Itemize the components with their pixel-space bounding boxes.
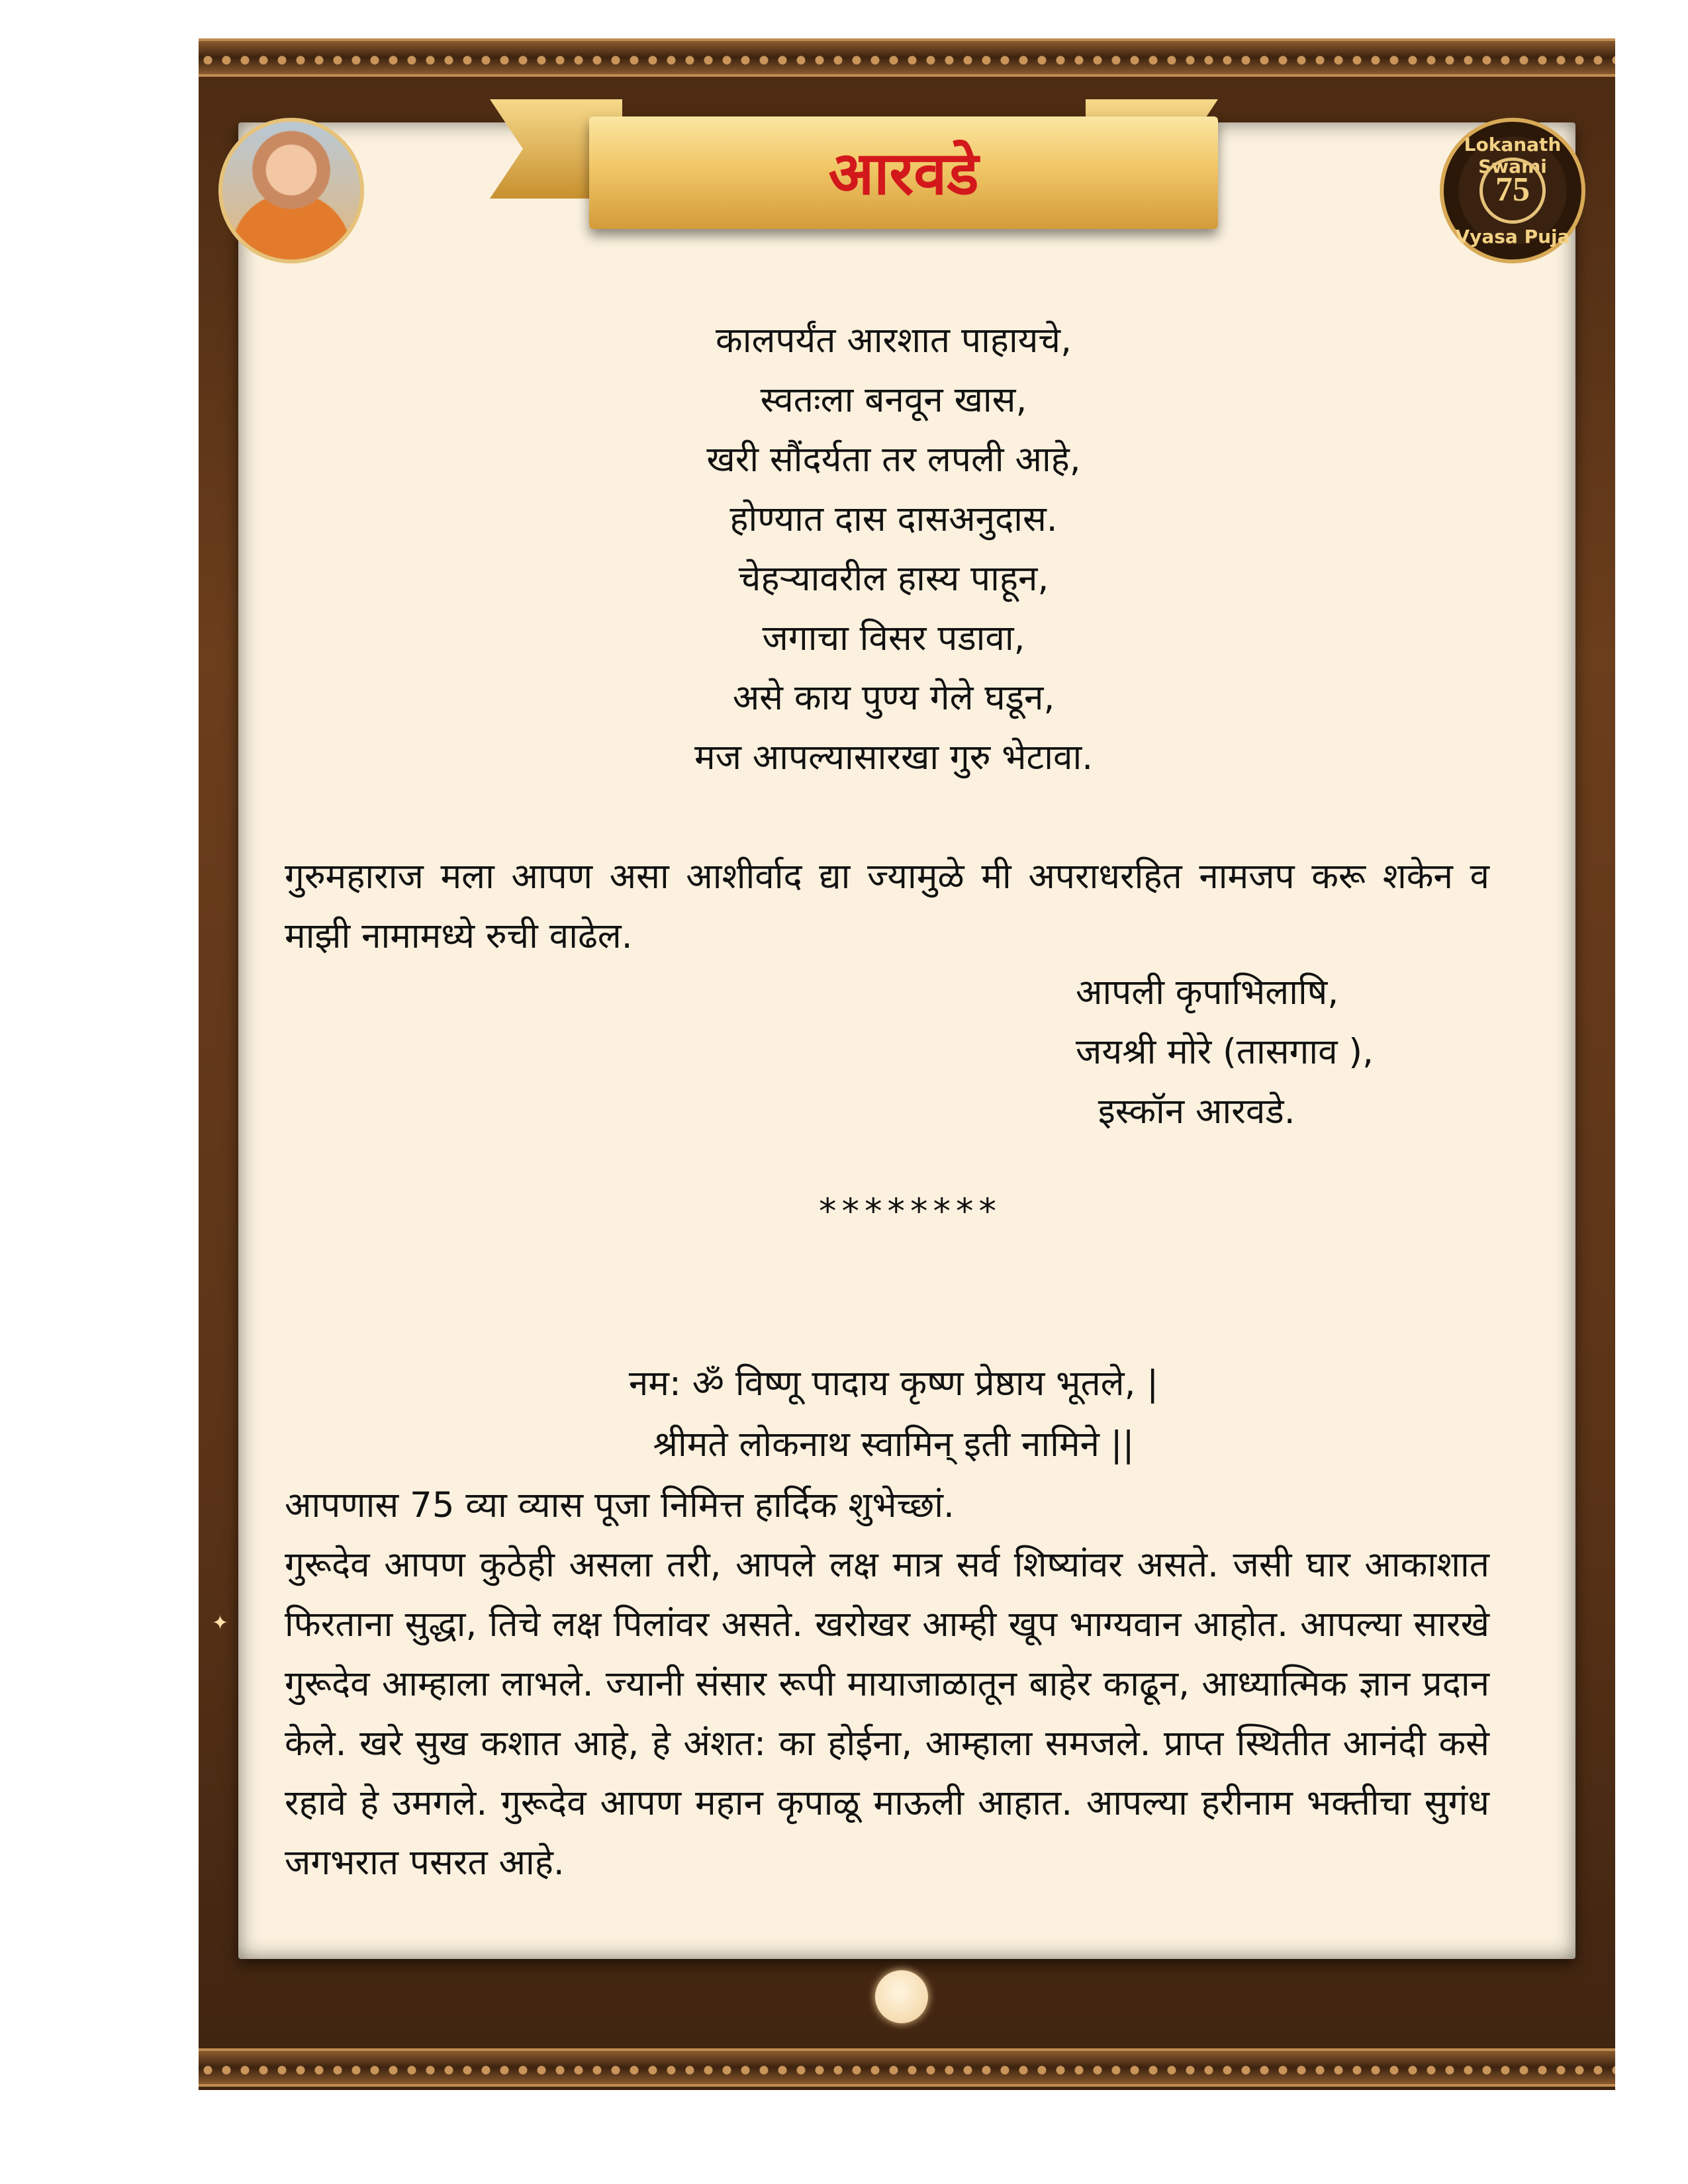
- guru-photo-avatar: [218, 118, 364, 263]
- poem-line: चेहऱ्यावरील हास्य पाहून,: [738, 559, 1049, 599]
- mantra-line: नम: ॐ विष्णू पादाय कृष्ण प्रेष्ठाय भूतले, |: [628, 1363, 1159, 1404]
- title-ribbon: [589, 116, 1218, 229]
- poem-line: जगाचा विसर पडावा,: [762, 618, 1025, 659]
- signature-block: [1076, 963, 1374, 1142]
- offering-paragraph: [285, 1476, 1489, 1893]
- signature-line: आपली कृपाभिलाषि,: [1076, 972, 1339, 1013]
- bottom-ornamental-border: [199, 2048, 1615, 2087]
- poem-line: स्वतःला बनवून खास,: [760, 380, 1027, 420]
- poem-line: खरी सौंदर्यता तर लपली आहे,: [706, 439, 1081, 480]
- blessing-request-paragraph: गुरुमहाराज मला आपण असा आशीर्वाद द्या ज्यामुळे मी अपराधरहित नामजप करू शकेन व माझी नामामध्ये रुची वाढेल.: [285, 856, 1489, 956]
- badge-number: 75: [1479, 158, 1546, 224]
- mantra: [463, 1353, 1324, 1475]
- top-ornamental-border: [199, 38, 1615, 77]
- poem-line: मज आपल्यासारखा गुरु भेटावा.: [694, 737, 1094, 778]
- vyasa-puja-75-badge: [1440, 118, 1585, 263]
- badge-bottom-text: Vyasa Puja: [1455, 226, 1570, 248]
- greeting-line: आपणास 75 व्या व्यास पूजा निमित्त हार्दिक शुभेच्छां.: [285, 1485, 955, 1525]
- offering-text: गुरूदेव आपण कुठेही असला तरी, आपले लक्ष मात्र सर्व शिष्यांवर असते. जसी घार आकाशात फिरताना सुद्धा, तिचे लक्ष पिलांवर असते. खरोखर आम्ही खूप भाग्यवान आहोत. आपल्या सारखे गुरूदेव आम्हाला लाभले. ज्यानी संसार रूपी मायाजाळातून बाहेर काढून, आध्यात्मिक ज्ञान प्रदान केले. खरे सुख कशात आहे, हे अंशत: का होईना, आम्हाला समजले. प्राप्त स्थितीत आनंदी कसे रहावे हे उमगले. गुरूदेव आपण महान कृपाळू माऊली आहात. आपल्या हरीनाम भक्तीचा सुगंध जगभरात पसरत आहे.: [285, 1545, 1489, 1883]
- poem-line: कालपर्यंत आरशात पाहायचे,: [716, 320, 1072, 361]
- signature-line: जयश्री मोरे (तासगाव ),: [1076, 1032, 1374, 1072]
- page-title: आरवडे: [828, 139, 979, 208]
- poem-line: असे काय पुण्य गेले घडून,: [732, 678, 1055, 718]
- sparkle-icon: ✦: [212, 1612, 229, 1635]
- poem-line: होण्यात दास दासअनुदास.: [729, 499, 1058, 539]
- signature-line: इस्कॉन आरवडे.: [1076, 1091, 1295, 1132]
- mantra-line: श्रीमते लोकनाथ स्वामिन् इती नामिने ||: [653, 1424, 1135, 1465]
- section-separator: ********: [819, 1191, 1002, 1232]
- badge-top-text: Lokanath Swami: [1464, 134, 1562, 177]
- page-indicator-dot: [875, 1970, 928, 2023]
- poem: [463, 311, 1324, 788]
